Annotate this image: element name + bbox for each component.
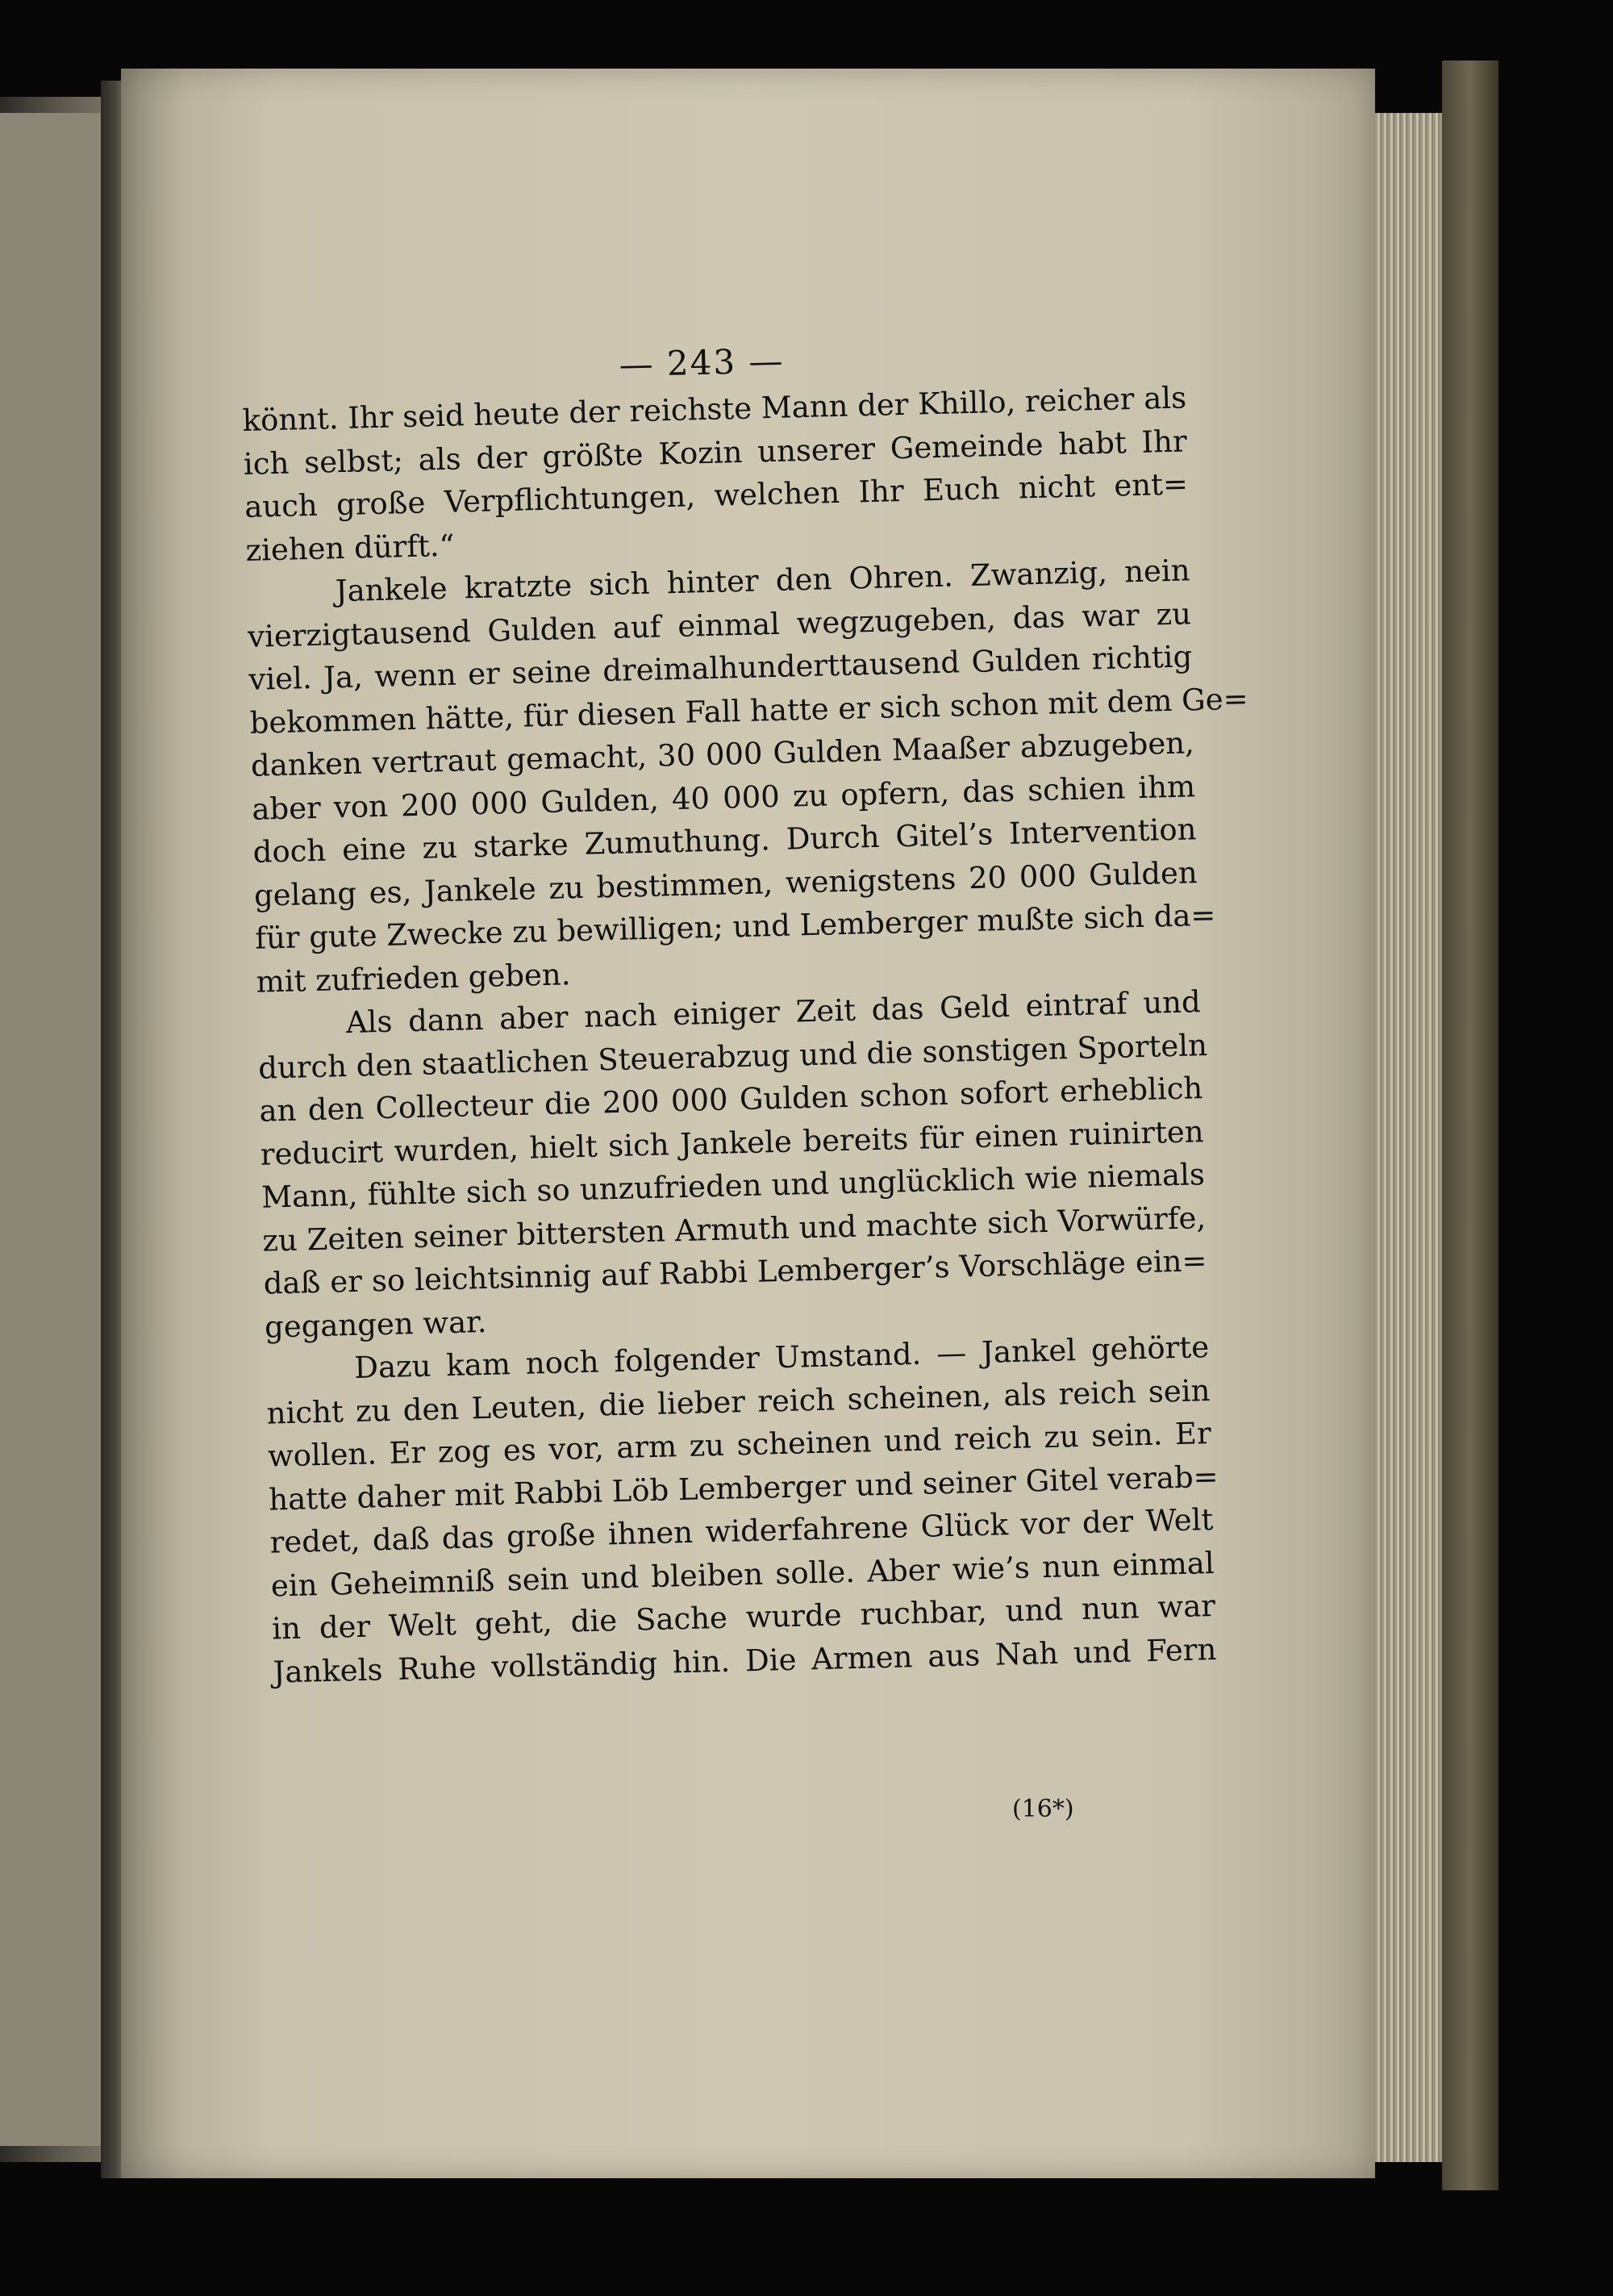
text-line: zu Zeiten seiner bittersten Armuth und machte sich Vorwürfe,	[261, 1200, 1207, 1259]
text-line: auch große Verpflichtungen, welchen Ihr Euch nicht ent=	[244, 466, 1189, 524]
text-line: hatte daher mit Rabbi Löb Lemberger und seiner Gitel verab=	[268, 1459, 1219, 1517]
text-line: Mann, fühlte sich so unzufrieden und unglücklich wie niemals	[260, 1157, 1206, 1215]
text-line: bekommen hätte, für diesen Fall hatte er sich schon mit dem Ge=	[249, 681, 1249, 741]
text-line: in der Welt geht, die Sache wurde ruchbar, und nun war	[271, 1588, 1216, 1647]
text-line: könnt. Ihr seid heute der reichste Mann der Khillo, reicher als	[242, 380, 1187, 438]
body-text	[242, 376, 1249, 1693]
text-line: gegangen war.	[264, 1304, 487, 1345]
printer-signature: (16*)	[1012, 1795, 1074, 1823]
text-line: viel. Ja, wenn er seine dreimalhunderttausend Gulden richtig	[248, 639, 1193, 697]
page-number: — 243 —	[618, 340, 786, 385]
text-line: Als dann aber nach einiger Zeit das Geld eintraf und	[345, 984, 1202, 1041]
text-line: redet, daß das große ihnen widerfahrene Glück vor der Welt	[269, 1501, 1214, 1560]
text-line: mit zufrieden geben.	[256, 956, 571, 1000]
text-line: ein Geheimniß sein und bleiben solle. Aber wie’s nun einmal	[270, 1545, 1215, 1604]
text-line: ziehen dürft.“	[245, 528, 456, 568]
text-line: danken vertraut gemacht, 30 000 Gulden Maaßer abzugeben,	[250, 725, 1195, 783]
text-line: Jankele kratzte sich hinter den Ohren. Zwanzig, nein	[335, 553, 1191, 609]
text-line: an den Collecteur die 200 000 Gulden schon sofort erheblich	[259, 1071, 1203, 1129]
text-line: Dazu kam noch folgender Umstand. — Jankel gehörte	[353, 1330, 1210, 1385]
text-line: gelang es, Jankele zu bestimmen, wenigstens 20 000 Gulden	[253, 854, 1198, 913]
text-line: Jankels Ruhe vollständig hin. Die Armen aus Nah und Fern	[273, 1631, 1217, 1690]
text-line: reducirt wurden, hielt sich Jankele bereits für einen ruinirten	[260, 1113, 1205, 1172]
text-line: daß er so leichtsinnig auf Rabbi Lemberger’s Vorschläge ein=	[263, 1243, 1207, 1301]
left-page-edge	[0, 113, 101, 2146]
text-line: für gute Zwecke zu bewilligen; und Lemberger mußte sich da=	[254, 897, 1216, 956]
text-line: aber von 200 000 Gulden, 40 000 zu opfern, das schien ihm	[251, 768, 1196, 827]
text-line: wollen. Er zog es vor, arm zu scheinen und reich zu sein. Er	[267, 1416, 1212, 1474]
page-stack-edges	[1375, 113, 1444, 2162]
right-cover-board	[1442, 61, 1498, 2190]
text-line: nicht zu den Leuten, die lieber reich scheinen, als reich sein	[266, 1372, 1211, 1431]
text-line: durch den staatlichen Steuerabzug und die sonstigen Sporteln	[257, 1027, 1208, 1086]
text-line: vierzigtausend Gulden auf einmal wegzugeben, das war zu	[247, 595, 1192, 654]
text-line: doch eine zu starke Zumuthung. Durch Gitel’s Intervention	[252, 812, 1197, 870]
text-line: ich selbst; als der größte Kozin unserer Gemeinde habt Ihr	[243, 423, 1188, 482]
